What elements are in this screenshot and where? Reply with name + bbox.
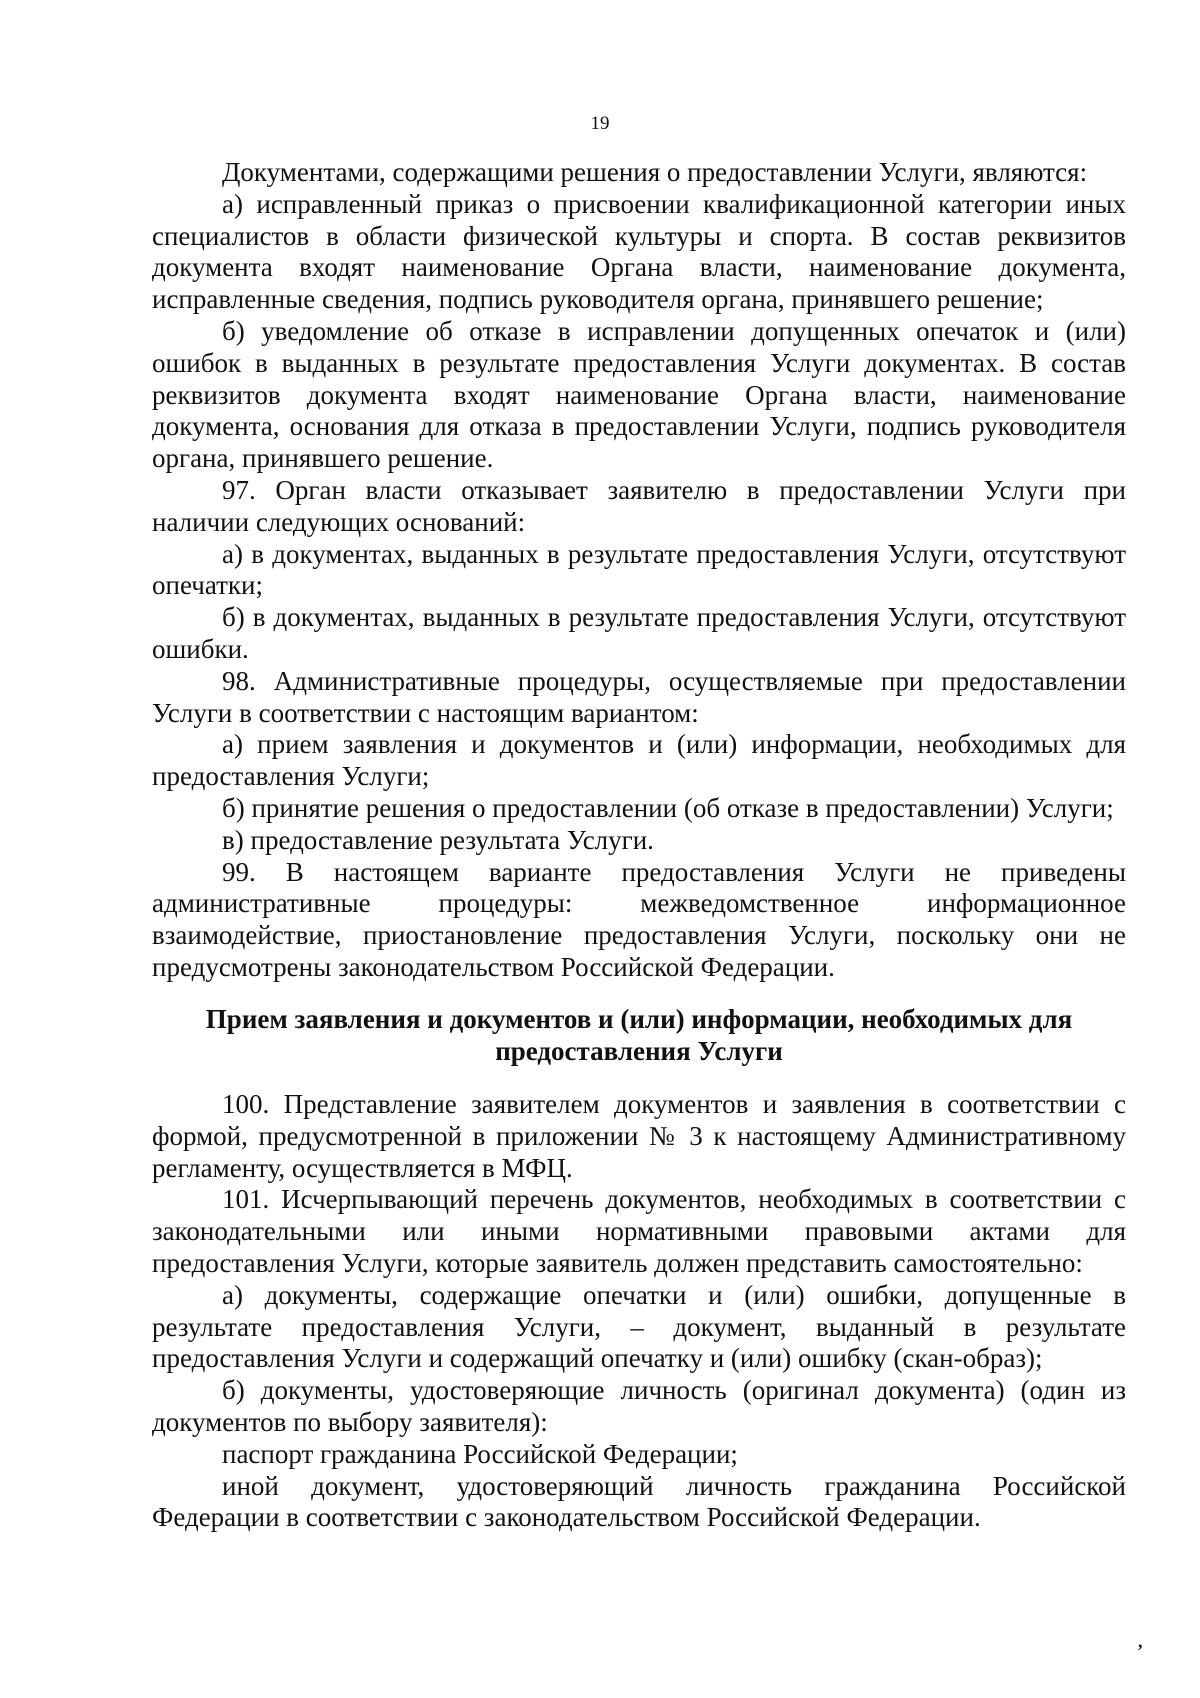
paragraph-98-item-v: в) предоставление результата Услуги. [222,824,654,855]
paragraph-98-item-a: а) прием заявления и документов и (или) информации, необходимых для предоставления Услуги; [152,729,1126,792]
section-heading-line-1: Прием заявления и документов и (или) информации, необходимых для [205,1004,1073,1034]
paragraph-99: 99. В настоящем варианте предоставления Услуги не приведены административные процедуры: межведомственное информационное взаимодействие, приостановление предоставления Услуги, поскольку они не предусмотрены законодательством Российской Федерации. [152,856,1126,982]
paragraph-101: 101. Исчерпывающий перечень документов, необходимых в соответствии с законодательными или иными нормативными правовыми актами для предоставления Услуги, которые заявитель должен представить самостоятельно: [152,1184,1126,1278]
paragraph-101-item-b: б) документы, удостоверяющие личность (оригинал документа) (один из документов по выбору заявителя): [152,1375,1126,1437]
document-body-section-1 [152,157,1126,984]
paragraph-98-item-b: б) принятие решения о предоставлении (об отказе в предоставлении) Услуги; [222,792,1114,823]
paragraph-97-item-b: б) в документах, выданных в результате предоставления Услуги, отсутствуют ошибки. [152,602,1126,664]
paragraph-101-item-a: а) документы, содержащие опечатки и (или) ошибки, допущенные в результате предоставления Услуги, – документ, выданный в результате предоставления Услуги и содержащий опечатку и (или) ошибку (скан-образ); [152,1279,1126,1374]
paragraph-other-id-document: иной документ, удостоверяющий личность гражданина Российской Федерации в соответствии с законодательством Российской Федерации. [152,1470,1126,1533]
scan-mark: , [1138,1631,1143,1651]
section-heading-line-2: предоставления Услуги [495,1035,783,1066]
paragraph-item-a-corrected-order: а) исправленный приказ о присвоении квалификационной категории иных специалистов в области физической культуры и спорта. В состав реквизитов документа входят наименование Органа власти, наименование документа, исправленные сведения, подпись руководителя органа, принявшего решение; [152,188,1126,315]
section-heading [152,1004,1126,1068]
paragraph-item-b-refusal-notice: б) уведомление об отказе в исправлении допущенных опечаток и (или) ошибок в выданных в результате предоставления Услуги документах. В состав реквизитов документа входят наименование Органа власти, наименование документа, основания для отказа в предоставлении Услуги, подпись руководителя органа, принявшего решение. [152,315,1126,474]
paragraph-97: 97. Орган власти отказывает заявителю в предоставлении Услуги при наличии следующих оснований: [152,474,1126,537]
paragraph-100: 100. Представление заявителем документов и заявления в соответствии с формой, предусмотренной в приложении № 3 к настоящему Административному регламенту, осуществляется в МФЦ. [152,1089,1126,1183]
page-number: 19 [590,113,610,134]
paragraph-passport: паспорт гражданина Российской Федерации; [222,1438,738,1469]
document-body-section-2 [152,1089,1126,1534]
paragraph-intro: Документами, содержащими решения о предоставлении Услуги, являются: [222,157,1088,187]
paragraph-98: 98. Административные процедуры, осуществляемые при предоставлении Услуги в соответствии с настоящим вариантом: [152,665,1126,728]
paragraph-97-item-a: а) в документах, выданных в результате предоставления Услуги, отсутствуют опечатки; [152,538,1126,601]
